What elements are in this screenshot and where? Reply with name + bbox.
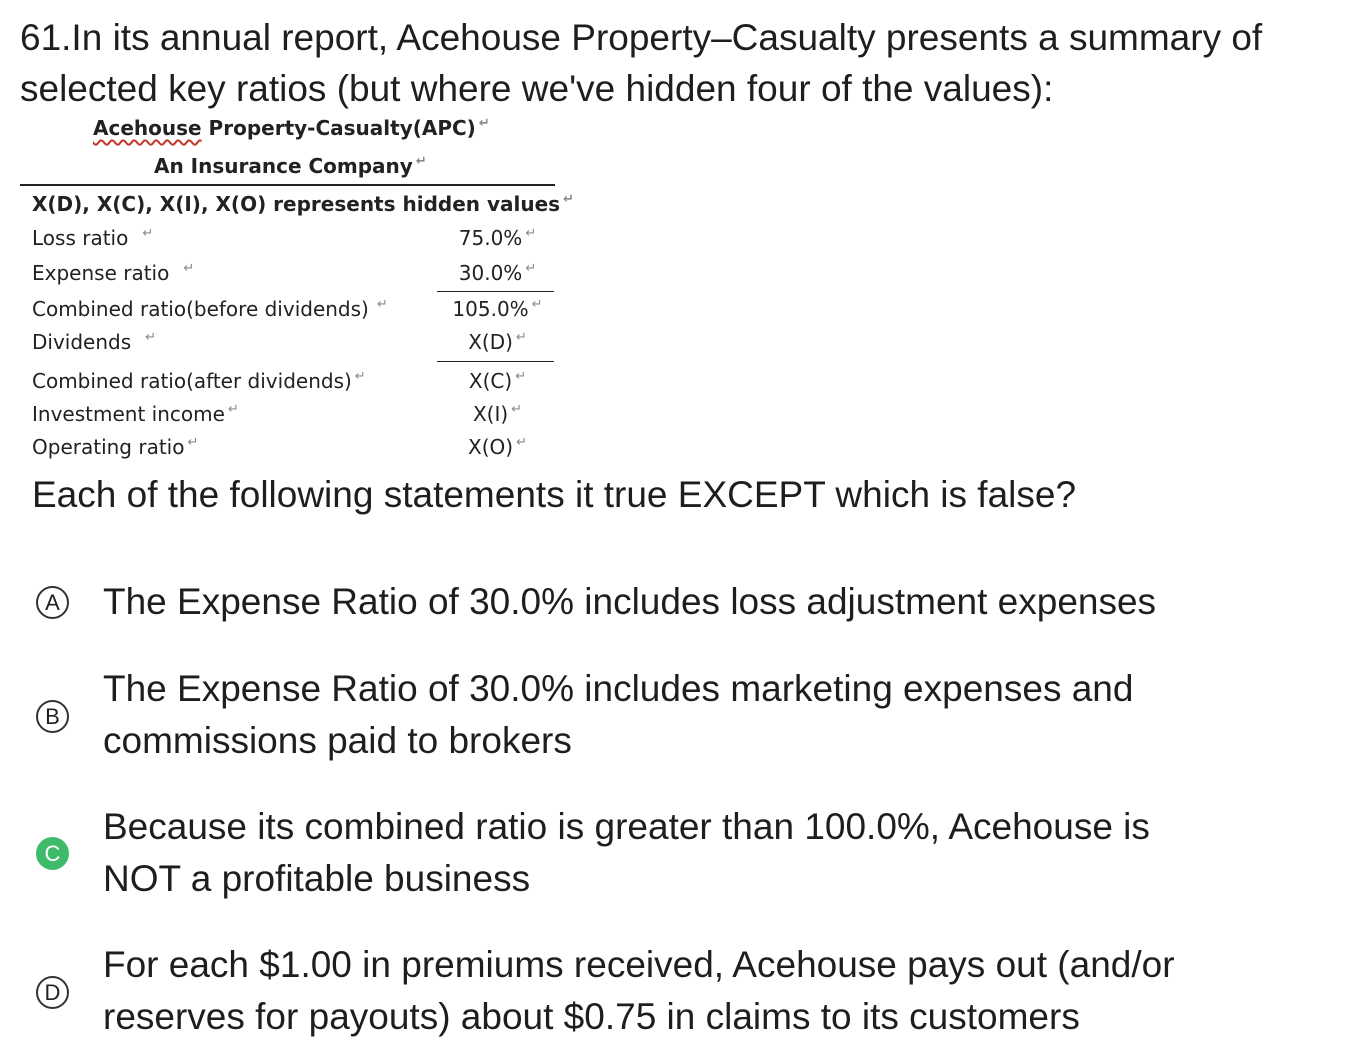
row-label-text: Combined ratio(after dividends)	[32, 369, 352, 393]
row-label-dividends	[32, 330, 156, 354]
row-value-expense-ratio	[450, 261, 545, 285]
row-value-text: 75.0%	[458, 226, 523, 250]
row-label-text: Loss ratio	[32, 226, 129, 250]
row-value-text: X(D)	[468, 330, 513, 354]
sum-rule-2	[437, 361, 554, 362]
option-d-text[interactable]: For each $1.00 in premiums received, Acehouse pays out (and/or reserves for payouts) about $0.75 in claims to its customers	[103, 944, 1175, 1037]
paragraph-mark: ↵	[516, 435, 527, 450]
table-subtitle-text: An Insurance Company	[154, 154, 413, 178]
row-label-combined-after	[32, 369, 366, 393]
option-a-marker[interactable]: A	[36, 586, 69, 619]
paragraph-mark: ↵	[183, 261, 195, 276]
row-value-operating-ratio	[450, 435, 545, 459]
paragraph-mark: ↵	[515, 369, 527, 384]
table-header-text: X(D), X(C), X(I), X(O) represents hidden values	[32, 192, 561, 216]
option-a-text[interactable]: The Expense Ratio of 30.0% includes loss adjustment expenses	[103, 581, 1157, 622]
row-value-loss-ratio	[450, 226, 545, 250]
option-b-marker[interactable]: B	[36, 700, 69, 733]
row-value-text: 30.0%	[458, 261, 523, 285]
sum-rule-1	[437, 291, 554, 292]
paragraph-mark: ↵	[511, 402, 523, 417]
row-label-expense-ratio	[32, 261, 194, 285]
row-value-text: X(C)	[468, 369, 513, 393]
table-title-company: Acehouse	[93, 116, 202, 140]
paragraph-mark: ↵	[531, 297, 543, 312]
row-value-combined-after	[450, 369, 545, 393]
row-label-text: Combined ratio(before dividends)	[32, 297, 369, 321]
row-label-loss-ratio	[32, 226, 153, 250]
paragraph-mark: ↵	[525, 226, 537, 241]
paragraph-mark: ↵	[415, 154, 427, 169]
paragraph-mark: ↵	[515, 330, 527, 345]
paragraph-mark: ↵	[376, 297, 388, 312]
paragraph-mark: ↵	[145, 330, 157, 345]
table-header	[32, 192, 574, 216]
row-label-operating-ratio	[32, 435, 198, 459]
row-value-combined-before	[450, 297, 545, 321]
row-value-text: X(O)	[468, 435, 514, 459]
option-c-marker[interactable]: C	[36, 837, 69, 870]
paragraph-mark: ↵	[227, 402, 239, 417]
row-label-investment-income	[32, 402, 239, 426]
row-value-dividends	[450, 330, 545, 354]
question-prompt: Each of the following statements it true EXCEPT which is false?	[32, 474, 1077, 515]
option-c-text[interactable]: Because its combined ratio is greater than 100.0%, Acehouse is NOT a profitable business	[103, 806, 1150, 899]
table-title	[93, 116, 490, 140]
paragraph-mark: ↵	[142, 226, 154, 241]
row-label-combined-before	[32, 297, 388, 321]
row-label-text: Dividends	[32, 330, 132, 354]
row-value-text: 105.0%	[452, 297, 529, 321]
paragraph-mark: ↵	[478, 116, 490, 131]
question-text: 61.In its annual report, Acehouse Property–Casualty presents a summary of selected key ratios (but where we've hidden four of the values):	[20, 17, 1263, 109]
row-label-text: Operating ratio	[32, 435, 185, 459]
paragraph-mark: ↵	[354, 369, 366, 384]
row-label-text: Expense ratio	[32, 261, 170, 285]
row-label-text: Investment income	[32, 402, 225, 426]
paragraph-mark: ↵	[187, 435, 199, 450]
table-title-rest: Property-Casualty(APC)	[201, 116, 476, 140]
table-top-rule	[20, 184, 555, 186]
table-subtitle	[154, 154, 427, 178]
option-b-text[interactable]: The Expense Ratio of 30.0% includes marketing expenses and commissions paid to brokers	[103, 668, 1134, 761]
paragraph-mark: ↵	[525, 261, 537, 276]
row-value-text: X(I)	[472, 402, 509, 426]
row-value-investment-income	[450, 402, 545, 426]
paragraph-mark: ↵	[563, 192, 574, 207]
option-d-marker[interactable]: D	[36, 976, 69, 1009]
